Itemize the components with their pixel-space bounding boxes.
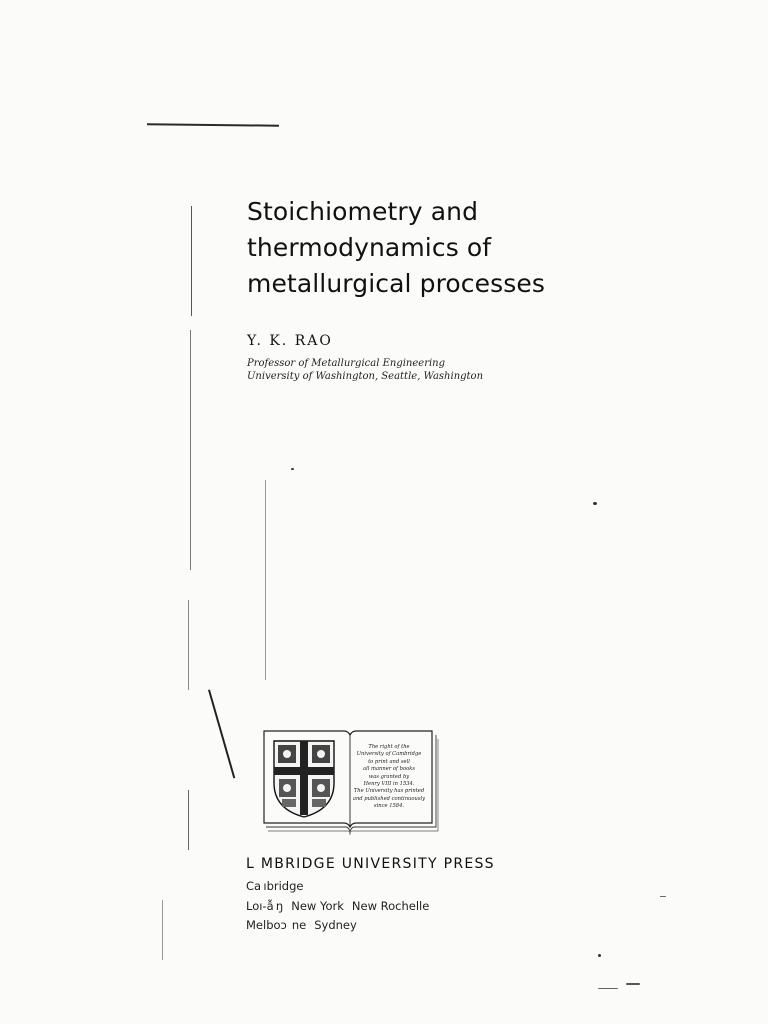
scan-speck xyxy=(593,502,597,505)
book-title xyxy=(247,194,545,302)
publisher-name: ᒪ MBRIDGE UNIVERSITY PRESS xyxy=(246,856,495,872)
affiliation-line: Professor of Metallurgical Engineering xyxy=(247,358,446,369)
scan-speck xyxy=(626,983,640,985)
scan-artifact-line xyxy=(147,123,279,126)
scan-artifact-vline xyxy=(191,206,192,316)
publisher-city-line xyxy=(246,879,303,893)
publisher-city-line xyxy=(246,899,429,913)
title-line: metallurgical processes xyxy=(247,269,545,298)
scan-speck xyxy=(660,896,666,897)
inscription-line: Henry VIII in 1534. xyxy=(363,781,415,788)
coat-of-arms-icon xyxy=(274,741,334,817)
scan-artifact-vline xyxy=(188,790,189,850)
inscription-line: University of Cambridge xyxy=(356,751,422,758)
inscription-line: The University has printed xyxy=(353,788,425,795)
author-name: Y. K. RAO xyxy=(247,333,333,349)
scan-speck xyxy=(598,954,601,957)
city-name: ne xyxy=(291,918,307,932)
scan-artifact-slash xyxy=(208,689,235,778)
inscription-line: to print and sell xyxy=(368,758,410,765)
scan-artifact-vline xyxy=(188,600,189,690)
inscription-line: all manner of books xyxy=(362,766,416,773)
scan-artifact-vline xyxy=(265,480,266,680)
city-name: Sydney xyxy=(314,918,357,932)
city-name: New York xyxy=(291,899,344,913)
author-affiliation xyxy=(247,357,483,383)
inscription-line: since 1584. xyxy=(373,803,405,810)
title-line: Stoichiometry and xyxy=(247,197,479,226)
inscription-line: The right of the xyxy=(368,744,410,750)
publisher-city-line xyxy=(246,918,357,932)
scan-artifact-vline xyxy=(162,900,163,960)
scan-speck xyxy=(291,468,294,470)
title-line: thermodynamics of xyxy=(247,233,492,262)
city-name: Ca ıbridge xyxy=(246,879,304,893)
inscription-line: and published continuously xyxy=(352,795,426,802)
scan-artifact-vline xyxy=(190,330,191,570)
affiliation-line: University of Washington, Seattle, Washington xyxy=(247,371,484,382)
inscription-line: was granted by xyxy=(368,773,410,780)
device-inscription xyxy=(346,744,432,811)
scan-speck xyxy=(598,988,618,989)
city-name: Loı-ẫ ŋ xyxy=(246,899,284,913)
city-name: Melboɔ xyxy=(246,918,287,932)
city-name: New Rochelle xyxy=(351,899,430,913)
